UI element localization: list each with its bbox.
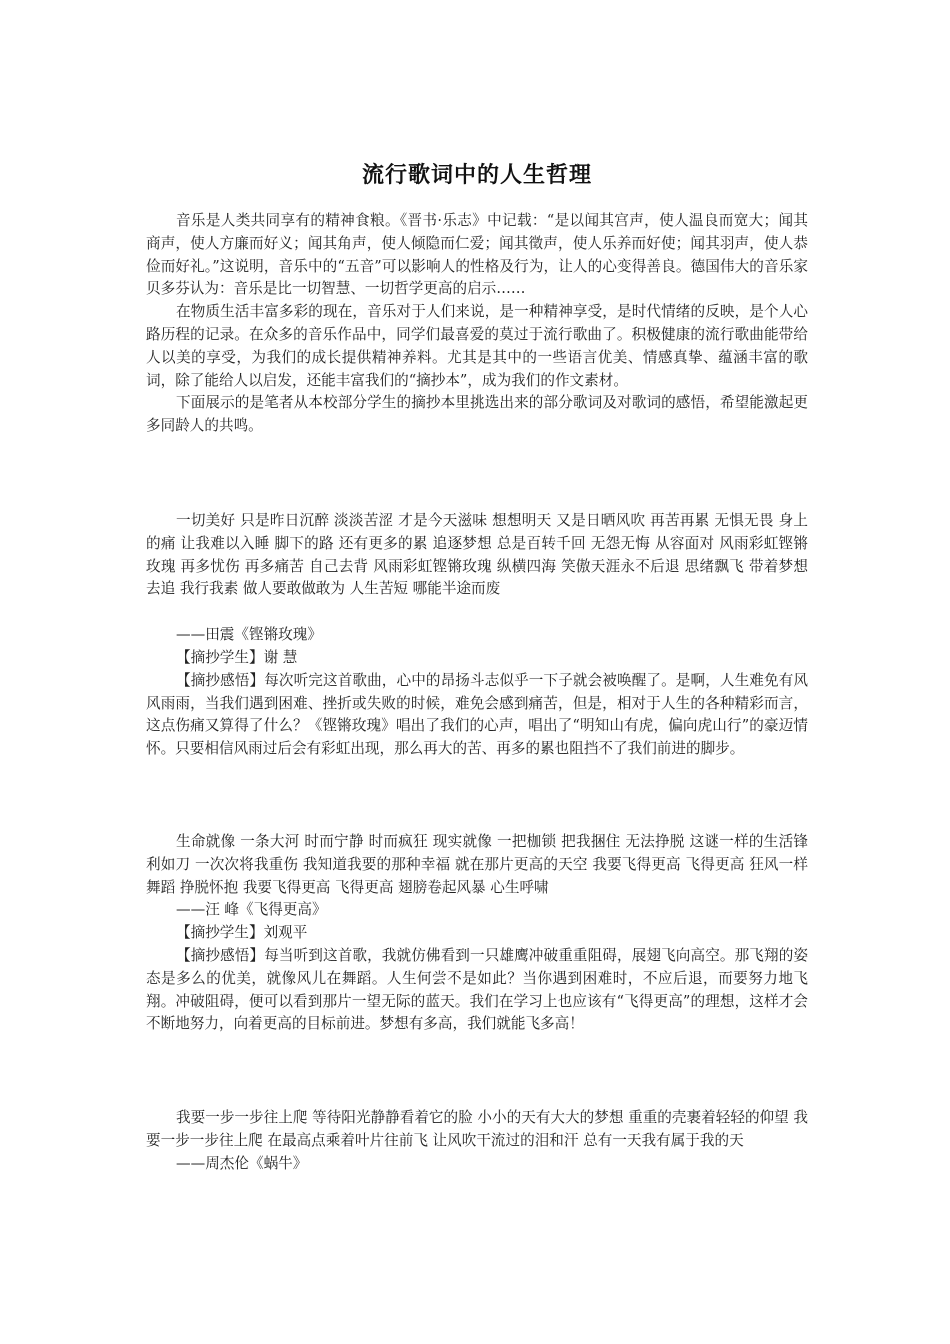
lyric-entry-1 [146,510,808,761]
intro-paragraph: 音乐是人类共同享有的精神食粮。《晋书·乐志》中记载：“是以闻其宫声，使人温良而宽大；闻其商声，使人方廉而好义；闻其角声，使人倾隐而仁爱；闻其徵声，使人乐养而好使；闻其羽声，使人恭俭而好礼。”这说明，音乐中的“五音”可以影响人的性格及行为，让人的心变得善良。德国伟大的音乐家贝多芬认为：音乐是比一切智慧、一切哲学更高的启示…… [146,212,808,298]
lyrics-text: 我要一步一步往上爬 等待阳光静静看着它的脸 小小的天有大大的梦想 重重的壳裹着轻轻的仰望 我要一步一步往上爬 在最高点乘着叶片往前飞 让风吹干流过的泪和汗 总有一天我有属于我的天 [146,1109,808,1149]
document-title: 流行歌词中的人生哲理 [361,162,592,188]
student-name: 【摘抄学生】谢 慧 [176,648,298,666]
intro-paragraph: 下面展示的是笔者从本校部分学生的摘抄本里挑选出来的部分歌词及对歌词的感悟，希望能激起更多同龄人的共鸣。 [146,394,808,435]
reflection-text: 【摘抄感悟】每当听到这首歌，我就仿佛看到一只雄鹰冲破重重阻碍，展翅飞向高空。那飞翔的姿态是多么的优美，就像风儿在舞蹈。人生何尝不是如此？当你遇到困难时，不应后退，而要努力地飞翔。冲破阻碍，便可以看到那片一望无际的蓝天。我们在学习上也应该有“飞得更高”的理想，这样才会不断地努力，向着更高的目标前进。梦想有多高，我们就能飞多高！ [146,946,808,1033]
song-attribution: ——汪 峰《飞得更高》 [176,901,327,919]
intro-paragraph: 在物质生活丰富多彩的现在，音乐对于人们来说，是一种精神享受，是时代情绪的反映，是个人心路历程的记录。在众多的音乐作品中，同学们最喜爱的莫过于流行歌曲了。积极健康的流行歌曲能带给人以美的享受，为我们的成长提供精神养料。尤其是其中的一些语言优美、情感真挚、蕴涵丰富的歌词，除了能给人以启发，还能丰富我们的“摘抄本”，成为我们的作文素材。 [146,303,808,389]
student-name: 【摘抄学生】刘观平 [176,924,308,942]
lyric-entry-2 [146,831,808,1036]
song-attribution: ——田震《铿锵玫瑰》 [176,626,322,644]
reflection-text: 【摘抄感悟】每次听完这首歌曲，心中的昂扬斗志似乎一下子就会被唤醒了。是啊，人生难免有风风雨雨，当我们遇到困难、挫折或失败的时候，难免会感到痛苦，但是，相对于人生的各种精彩而言，这点伤痛又算得了什么？《铿锵玫瑰》唱出了我们的心声，唱出了“明知山有虎，偏向虎山行”的豪迈情怀。只要相信风雨过后会有彩虹出现，那么再大的苦、再多的累也阻挡不了我们前进的脚步。 [146,671,808,758]
lyric-entry-3 [146,1107,808,1175]
lyrics-text: 生命就像 一条大河 时而宁静 时而疯狂 现实就像 一把枷锁 把我捆住 无法挣脱 这谜一样的生活锋利如刀 一次次将我重伤 我知道我要的那种幸福 就在那片更高的天空 我要飞得更高 飞得更高 狂风一样舞蹈 挣脱怀抱 我要飞得更高 飞得更高 翅膀卷起风暴 心生呼啸 [146,833,808,896]
lyrics-text: 一切美好 只是昨日沉醉 淡淡苦涩 才是今天滋味 想想明天 又是日晒风吹 再苦再累 无惧无畏 身上的痛 让我难以入睡 脚下的路 还有更多的累 追逐梦想 总是百转千回 无怨无悔 从容面对 风雨彩虹铿锵玫瑰 再多忧伤 再多痛苦 自己去背 风雨彩虹铿锵玫瑰 纵横四海 笑傲天涯永不后退 思绪飘飞 带着梦想去追 我行我素 做人要敢做敢为 人生苦短 哪能半途而废 [146,512,808,598]
song-attribution: ——周杰伦《蜗牛》 [176,1154,308,1172]
intro-section [146,210,808,438]
